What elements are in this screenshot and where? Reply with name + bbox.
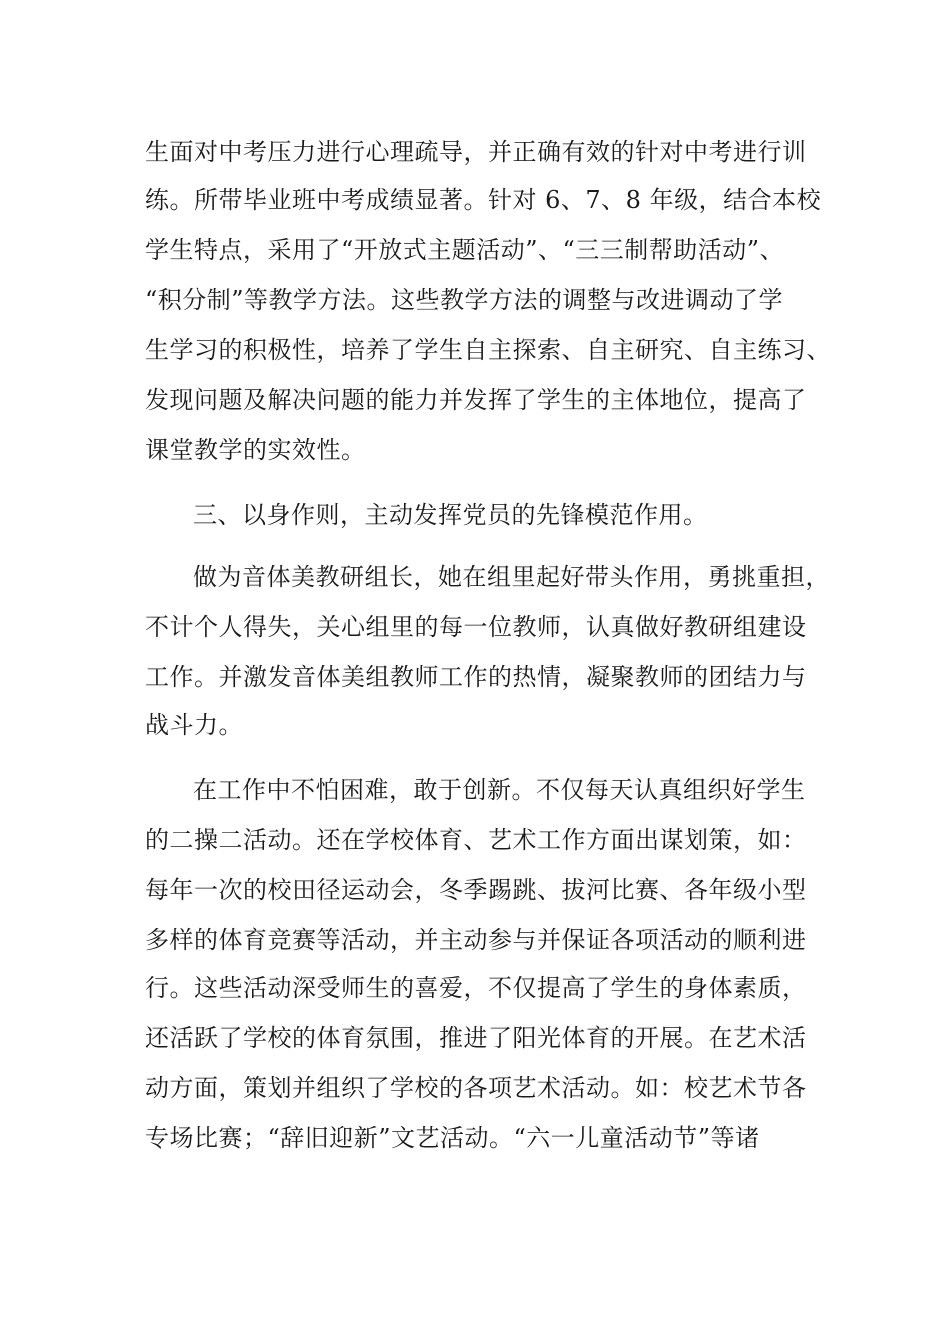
- text-line: 发现问题及解决问题的能力并发挥了学生的主体地位，提高了: [145, 386, 807, 414]
- text-line: 的二操二活动。还在学校体育、艺术工作方面出谋划策，如：: [145, 826, 807, 854]
- text-line: 做为音体美教研组长，她在组里起好带头作用，勇挑重担，: [193, 563, 830, 591]
- text-line: 生学习的积极性，培养了学生自主探索、自主研究、自主练习、: [145, 336, 831, 364]
- text-line: 多样的体育竞赛等活动，并主动参与并保证各项活动的顺利进: [145, 926, 807, 954]
- text-line: 每年一次的校田径运动会，冬季踢跳、拔河比赛、各年级小型: [145, 876, 807, 904]
- text-line: 动方面，策划并组织了学校的各项艺术活动。如：校艺术节各: [145, 1074, 807, 1102]
- text-line: 在工作中不怕困难，敢于创新。不仅每天认真组织好学生: [193, 776, 806, 804]
- text-line: “积分制”等教学方法。这些教学方法的调整与改进调动了学: [145, 286, 784, 314]
- section-heading: 三、以身作则，主动发挥党员的先锋模范作用。: [193, 501, 708, 529]
- text-line: 工作。并激发音体美组教师工作的热情，凝聚教师的团结力与: [145, 663, 807, 691]
- text-line: 练。所带毕业班中考成绩显著。针对 6、7、8 年级，结合本校: [145, 186, 822, 214]
- text-line: 学生特点，采用了“开放式主题活动”、“三三制帮助活动”、: [145, 236, 785, 264]
- text-line: 战斗力。: [145, 711, 243, 739]
- text-line: 专场比赛；“辞旧迎新”文艺活动。“六一儿童活动节”等诸: [145, 1124, 760, 1152]
- text-line: 还活跃了学校的体育氛围，推进了阳光体育的开展。在艺术活: [145, 1024, 807, 1052]
- text-line: 课堂教学的实效性。: [145, 436, 366, 464]
- text-line: 生面对中考压力进行心理疏导，并正确有效的针对中考进行训: [145, 138, 807, 166]
- text-line: 行。这些活动深受师生的喜爱，不仅提高了学生的身体素质，: [145, 974, 807, 1002]
- text-line: 不计个人得失，关心组里的每一位教师，认真做好教研组建设: [145, 613, 807, 641]
